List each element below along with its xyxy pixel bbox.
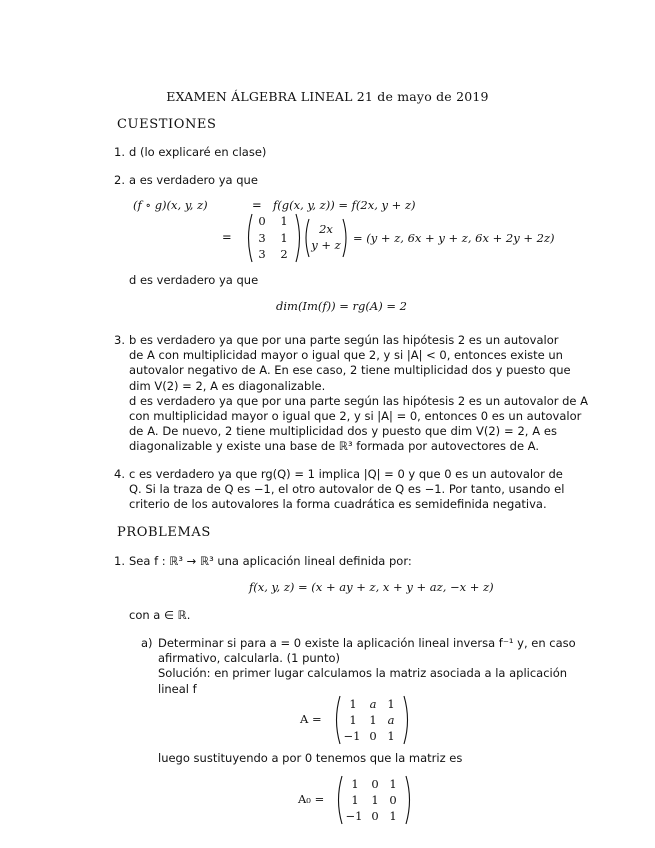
composition-lhs: (f ∘ g)(x, y, z) (133, 198, 208, 212)
text-line: afirmativo, calcularla. (1 punto) (158, 651, 340, 666)
text-line: criterio de los autovalores la forma cuadrática es semidefinida negativa. (129, 497, 547, 512)
text-line: de A con multiplicidad mayor o igual que 2, y si |A| < 0, entonces existe un (129, 348, 563, 363)
text-line: b es verdadero ya que por una parte según las hipótesis 2 es un autovalor (129, 333, 559, 347)
matrix-cell: 1 (351, 793, 359, 807)
text-line: de A. De nuevo, 2 tiene multiplicidad dos y puesto que dim V(2) = 2, A es (129, 424, 557, 439)
section-heading-problemas: PROBLEMAS (117, 525, 211, 540)
text-line: con multiplicidad mayor o igual que 2, y si |A| = 0, entonces 0 es un autovalor (129, 409, 582, 424)
matrix-cell: 0 (389, 793, 397, 807)
matrix-A0-label: A₀ = (298, 792, 325, 806)
matrix-cell: 1 (389, 809, 397, 823)
text-line: Determinar si para a = 0 existe la aplicación lineal inversa f⁻¹ y, en caso (158, 636, 576, 650)
matrix-cell: 1 (387, 697, 395, 711)
text-line: Q. Si la traza de Q es −1, el otro autovalor de Q es −1. Por tanto, usando el (129, 482, 565, 497)
rank-equation: dim(Im(f)) = rg(A) = 2 (276, 299, 407, 313)
matrix-cell: −1 (343, 729, 361, 743)
matrix-cell: 1 (280, 214, 288, 228)
matrix-cell: 3 (258, 247, 266, 261)
matrix-cell: 1 (387, 729, 395, 743)
matrix-cell: 1 (349, 713, 357, 727)
text-line: dim V(2) = 2, A es diagonalizable. (129, 378, 326, 393)
vector-cell: y + z (311, 238, 341, 252)
question-3-answer (129, 333, 589, 455)
question-4-answer (129, 467, 565, 513)
question-2-number: 2. (114, 173, 125, 187)
question-4-number: 4. (114, 467, 125, 481)
text-line: lineal f (158, 681, 197, 696)
parameter-condition: con a ∈ ℝ. (129, 608, 191, 622)
text-line: c es verdadero ya que rg(Q) = 1 implica |Q| = 0 y que 0 es un autovalor de (129, 467, 563, 481)
substitution-text: luego sustituyendo a por 0 tenemos que la matriz es (158, 751, 463, 765)
matrix-cell: −1 (345, 809, 363, 823)
subpart-a-text (158, 636, 576, 697)
matrix-cell: 1 (349, 697, 357, 711)
text-line: d es verdadero ya que por una parte según las hipótesis 2 es un autovalor de A (129, 393, 589, 408)
text-line: diagonalizable y existe una base de ℝ³ formada por autovectores de A. (129, 439, 539, 454)
matrix-3x2-brackets (244, 212, 304, 264)
question-1-answer: d (lo explicaré en clase) (129, 145, 267, 159)
matrix-cell: 1 (389, 777, 397, 791)
matrix-cell: 1 (280, 231, 288, 245)
vector-cell: 2x (319, 222, 333, 236)
question-3-number: 3. (114, 333, 125, 347)
matrix-cell: 0 (371, 809, 379, 823)
matrix-cell: 1 (369, 713, 377, 727)
matrix-cell: 0 (258, 214, 266, 228)
question-2-intro: a es verdadero ya que (129, 173, 258, 187)
composition-rhs: f(g(x, y, z)) = f(2x, y + z) (273, 198, 416, 212)
subpart-a-label: a) (141, 636, 153, 650)
matrix-cell: 3 (258, 231, 266, 245)
matrix-cell: 0 (369, 729, 377, 743)
matrix-cell: a (387, 713, 395, 727)
exam-title: EXAMEN ÁLGEBRA LINEAL 21 de mayo de 2019 (166, 89, 489, 104)
matrix-cell: 1 (371, 793, 379, 807)
product-result: = (y + z, 6x + y + z, 6x + 2y + 2z) (353, 231, 555, 245)
equals-sign: = (252, 198, 262, 212)
text-line: autovalor negativo de A. En ese caso, 2 tiene multiplicidad dos y puesto que (129, 363, 571, 378)
problem-1-number: 1. (114, 554, 125, 568)
question-1-number: 1. (114, 145, 125, 159)
matrix-cell: a (369, 697, 377, 711)
matrix-cell: 0 (371, 777, 379, 791)
matrix-cell: 2 (280, 247, 288, 261)
text-line: Solución: en primer lugar calculamos la matriz asociada a la aplicación (158, 666, 568, 681)
question-2-intro-2: d es verdadero ya que (129, 273, 259, 287)
matrix-A-label: A = (300, 712, 322, 726)
function-definition: f(x, y, z) = (x + ay + z, x + y + az, −x + z) (249, 580, 494, 594)
problem-1-intro: Sea f : ℝ³ → ℝ³ una aplicación lineal definida por: (129, 554, 412, 568)
matrix-cell: 1 (351, 777, 359, 791)
section-heading-cuestiones: CUESTIONES (117, 117, 217, 132)
equals-sign-2: = (222, 230, 232, 244)
